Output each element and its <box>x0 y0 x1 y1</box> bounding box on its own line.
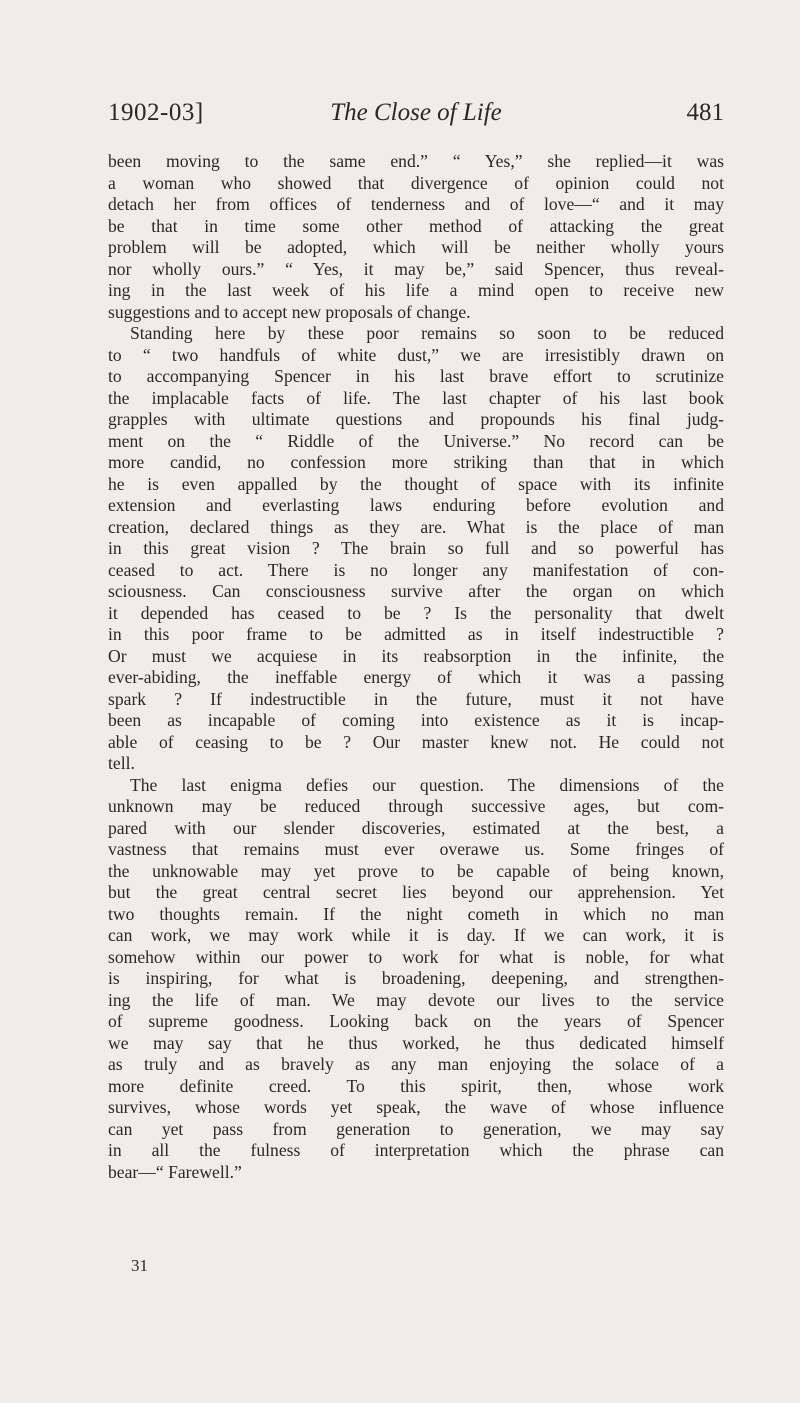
text-line: ever-abiding, the ineffable energy of which it was a passing <box>108 667 724 687</box>
text-line: tell. <box>108 753 135 773</box>
text-line: been moving to the same end.” “ Yes,” she replied—it was <box>108 151 724 171</box>
text-line: ing the life of man. We may devote our lives to the service <box>108 989 724 1010</box>
text-line: pared with our slender discoveries, estimated at the best, a <box>108 817 724 838</box>
text-line: sciousness. Can consciousness survive after the organ on which <box>108 581 724 601</box>
text-line: be that in time some other method of attacking the great <box>108 215 724 236</box>
body-text <box>108 151 724 1183</box>
text-line: spark ? If indestructible in the future, must it not have <box>108 688 724 709</box>
text-line: detach her from offices of tenderness and of love—“ and it may <box>108 194 724 214</box>
text-line: two thoughts remain. If the night cometh in which no man <box>108 903 724 924</box>
text-line: vastness that remains must ever overawe us. Some fringes of <box>108 839 724 859</box>
text-line: in this poor frame to be admitted as in itself indestructible ? <box>108 624 724 644</box>
text-line: Standing here by these poor remains so soon to be reduced <box>130 323 724 343</box>
text-line: we may say that he thus worked, he thus dedicated himself <box>108 1032 724 1053</box>
text-line: more definite creed. To this spirit, then, whose work <box>108 1075 724 1096</box>
text-line: survives, whose words yet speak, the wave of whose influence <box>108 1097 724 1117</box>
text-line: problem will be adopted, which will be neither wholly yours <box>108 237 724 257</box>
text-line: can work, we may work while it is day. If we can work, it is <box>108 925 724 945</box>
header-running-title: The Close of Life <box>330 99 502 126</box>
text-line: in all the fulness of interpretation which the phrase can <box>108 1140 724 1160</box>
text-line: more candid, no confession more striking than that in which <box>108 452 724 472</box>
text-line: is inspiring, for what is broadening, deepening, and strengthen- <box>108 968 724 988</box>
text-line: the implacable facts of life. The last chapter of his last book <box>108 387 724 408</box>
text-line: extension and everlasting laws enduring before evolution and <box>108 495 724 515</box>
text-line: but the great central secret lies beyond our apprehension. Yet <box>108 882 724 902</box>
text-line: grapples with ultimate questions and propounds his final judg- <box>108 409 724 429</box>
text-line: in this great vision ? The brain so full and so powerful has <box>108 538 724 558</box>
text-line: of supreme goodness. Looking back on the years of Spencer <box>108 1011 724 1031</box>
text-line: creation, declared things as they are. What is the place of man <box>108 516 724 537</box>
text-line: able of ceasing to be ? Our master knew not. He could not <box>108 731 724 752</box>
text-line: ceased to act. There is no longer any manifestation of con- <box>108 559 724 580</box>
text-line: Or must we acquiese in its reabsorption in the infinite, the <box>108 645 724 666</box>
text-line: been as incapable of coming into existence as it is incap- <box>108 710 724 730</box>
text-line: to “ two handfuls of white dust,” we are irresistibly drawn on <box>108 344 724 365</box>
running-header <box>108 99 724 139</box>
text-line: suggestions and to accept new proposals of change. <box>108 301 471 322</box>
text-line: to accompanying Spencer in his last brave effort to scrutinize <box>108 366 724 386</box>
header-years: 1902-03] <box>108 99 204 126</box>
text-line: unknown may be reduced through successive ages, but com- <box>108 796 724 816</box>
text-line: ment on the “ Riddle of the Universe.” No record can be <box>108 430 724 451</box>
text-line: he is even appalled by the thought of space with its infinite <box>108 473 724 494</box>
text-line: the unknowable may yet prove to be capable of being known, <box>108 860 724 881</box>
text-line: it depended has ceased to be ? Is the personality that dwelt <box>108 602 724 623</box>
text-line: as truly and as bravely as any man enjoying the solace of a <box>108 1054 724 1074</box>
text-line: somehow within our power to work for what is noble, for what <box>108 946 724 967</box>
text-line: a woman who showed that divergence of opinion could not <box>108 172 724 193</box>
text-line: can yet pass from generation to generation, we may say <box>108 1118 724 1139</box>
text-line: ing in the last week of his life a mind open to receive new <box>108 280 724 300</box>
signature-mark: 31 <box>131 1256 148 1275</box>
text-line: The last enigma defies our question. The dimensions of the <box>130 774 724 795</box>
header-page-number: 481 <box>686 99 724 126</box>
text-line: nor wholly ours.” “ Yes, it may be,” said Spencer, thus reveal- <box>108 258 724 279</box>
text-line: bear—“ Farewell.” <box>108 1161 242 1182</box>
